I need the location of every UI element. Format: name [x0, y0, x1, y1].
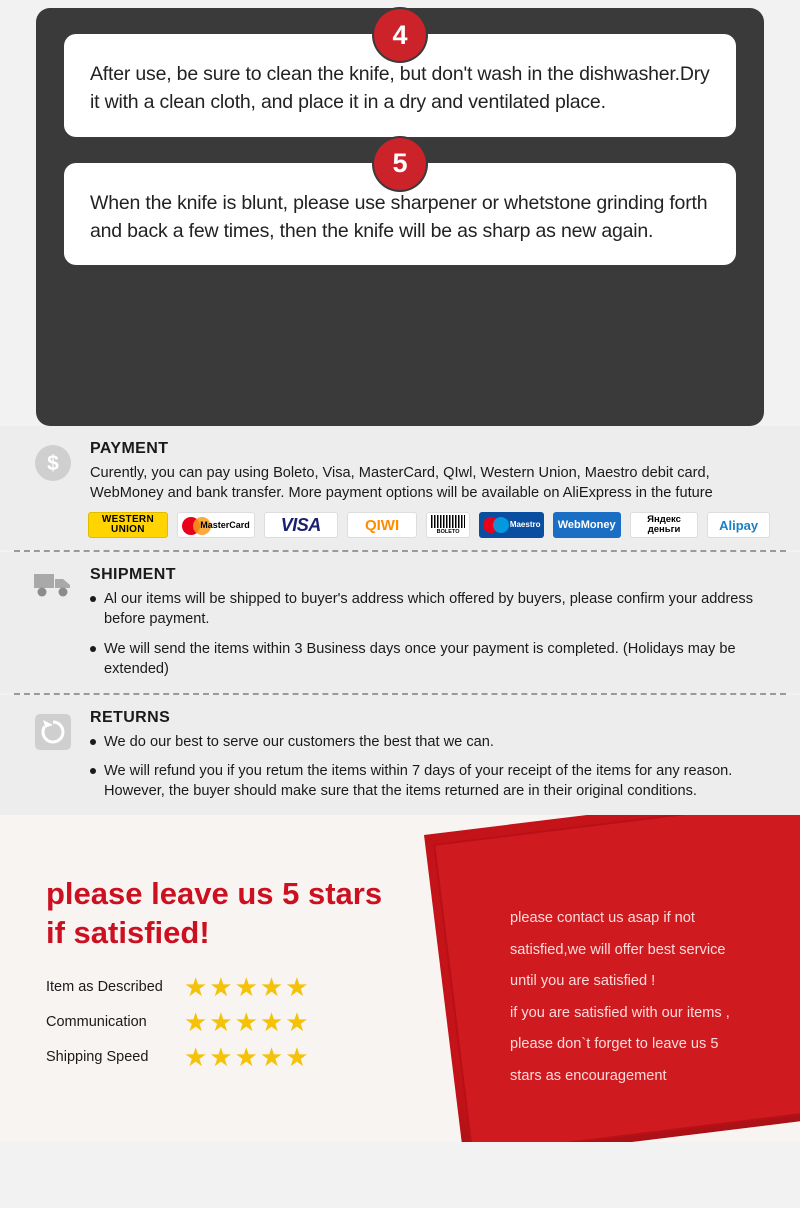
feedback-note-line: please don`t forget to leave us 5	[510, 1036, 719, 1053]
payment-section	[0, 426, 800, 550]
feedback-note-line: please contact us asap if not	[510, 910, 695, 927]
star-rating-icon: ★★★★★	[184, 1007, 311, 1037]
feedback-note-line: if you are satisfied with our items ,	[510, 1004, 730, 1021]
qiwi-logo: QIWI	[347, 512, 417, 538]
list-item: Al our items will be shipped to buyer's address which offered by buyers, please confirm your address before payment.	[90, 589, 770, 629]
feedback-note-line: satisfied,we will offer best service	[510, 941, 726, 958]
step-number-badge: 4	[374, 9, 426, 61]
barcode-icon	[431, 515, 465, 528]
list-item: We do our best to serve our customers the best that we can.	[90, 732, 770, 752]
alipay-logo: Alipay	[707, 512, 770, 538]
rating-label: Shipping Speed	[46, 1049, 149, 1065]
western-union-logo	[88, 512, 168, 538]
boleto-label: BOLETO	[436, 529, 460, 536]
yandex-line1: Яндекс	[647, 514, 681, 526]
visa-logo: VISA	[264, 512, 338, 538]
feedback-banner	[0, 815, 800, 1142]
dollar-icon	[30, 440, 76, 482]
feedback-left-column	[46, 875, 406, 1079]
payment-text: Curently, you can pay using Boleto, Visa, MasterCard, QIwl, Western Union, Maestro debit card, WebMoney and bank transfer. More payment options will be available on AliExpress in the future	[90, 465, 713, 502]
shipment-bullets	[90, 589, 770, 679]
payment-title: PAYMENT	[90, 440, 169, 457]
mastercard-label: MasterCard	[200, 520, 250, 531]
maestro-label: Maestro	[509, 520, 541, 530]
western-union-line1: WESTERN	[101, 514, 154, 526]
feedback-note-line: until you are satisfied !	[510, 973, 656, 990]
instruction-step-5	[64, 148, 736, 266]
list-item: We will send the items within 3 Business days once your payment is completed. (Holidays may be extended)	[90, 639, 770, 679]
step-text: After use, be sure to clean the knife, but don't wash in the dishwasher.Dry it with a clean cloth, and place it in a dry and ventilated place.	[90, 63, 710, 114]
feedback-headline: please leave us 5 stars if satisfied!	[46, 876, 383, 950]
rating-label: Item as Described	[46, 979, 163, 995]
feedback-note	[510, 903, 800, 1092]
star-rating-icon: ★★★★★	[184, 1042, 311, 1072]
returns-bullets	[90, 732, 770, 801]
yandex-dengi-logo	[630, 512, 698, 538]
rating-row-item-as-described	[46, 974, 406, 1000]
webmoney-logo: WebMoney	[553, 512, 621, 538]
instructions-section	[0, 0, 800, 426]
rating-row-shipping-speed	[46, 1044, 406, 1070]
returns-section	[0, 695, 800, 815]
yandex-line2: деньги	[647, 524, 681, 536]
boleto-logo	[426, 512, 470, 538]
svg-text:$: $	[47, 452, 59, 475]
maestro-logo	[479, 512, 544, 538]
step-number-badge: 5	[374, 138, 426, 190]
rating-row-communication	[46, 1009, 406, 1035]
step-text: When the knife is blunt, please use sharpener or whetstone grinding forth and back a few times, then the knife will be as sharp as new again.	[90, 191, 708, 242]
instruction-step-4	[64, 19, 736, 137]
shipment-section	[0, 552, 800, 693]
shipment-title: SHIPMENT	[90, 566, 176, 584]
western-union-line2: UNION	[111, 524, 145, 536]
list-item: We will refund you if you retum the items within 7 days of your receipt of the items for any reason. However, the buyer should make sure that the items returned are in their original conditions.	[90, 761, 770, 801]
mastercard-logo	[177, 512, 255, 538]
feedback-note-line: stars as encouragement	[510, 1067, 667, 1084]
payment-logos	[30, 512, 770, 538]
rating-label: Communication	[46, 1014, 147, 1030]
refresh-return-icon	[30, 709, 76, 751]
instructions-panel	[36, 8, 764, 426]
maestro-circles-icon	[483, 517, 513, 533]
returns-title: RETURNS	[90, 708, 171, 726]
star-rating-icon: ★★★★★	[184, 972, 311, 1002]
truck-icon	[30, 566, 76, 600]
